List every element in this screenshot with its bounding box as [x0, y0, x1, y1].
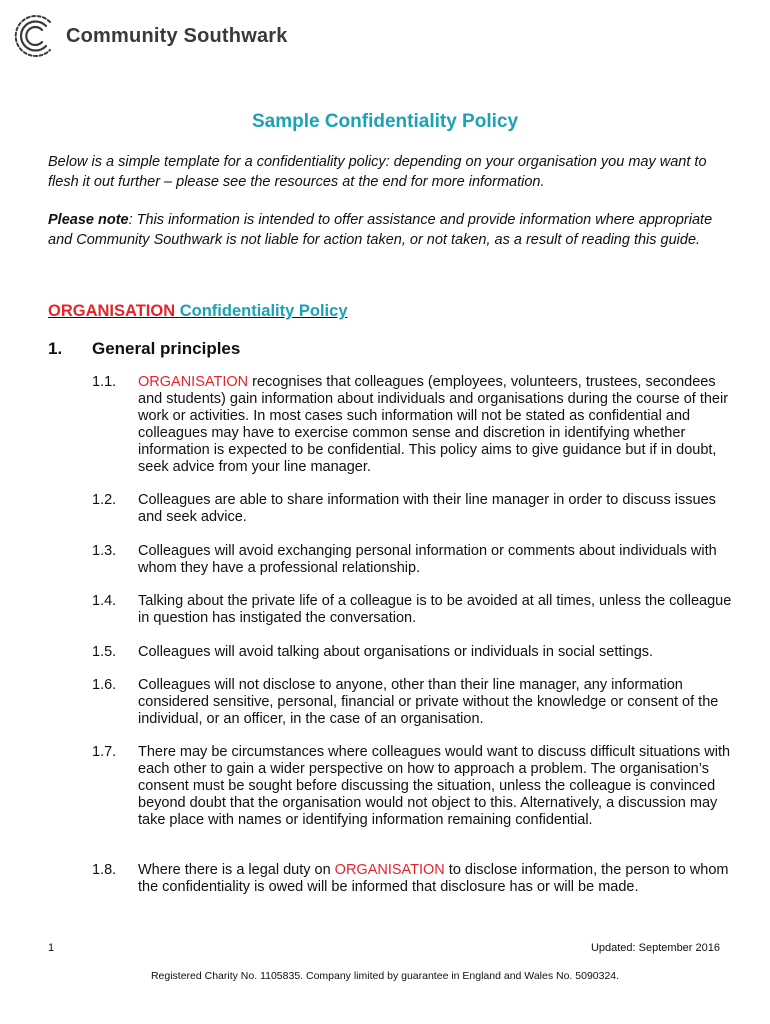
- item-text-pre: Where there is a legal duty on: [138, 862, 335, 878]
- item-number: 1.2.: [92, 492, 117, 508]
- item-text: Colleagues are able to share information with their line manager in order to discuss issues and seek advice.: [138, 492, 716, 525]
- item-text: recognises that colleagues (employees, volunteers, trustees, secondees and students) gain information about individuals and organisations during the course of their work or activities. In most cases such information will not be stated as confidential and colleagues may have to exercise common sense and discretion in identifying whether information is expected to be confidential. This policy aims to give guidance but if in doubt, seek advice from your line manager.: [138, 374, 729, 475]
- note-text: : This information is intended to offer assistance and provide information where appropriate and Community Southwark is not liable for action taken, or not taken, as a result of reading this guide.: [48, 212, 713, 248]
- community-southwark-logo: [14, 14, 288, 58]
- logo-rings-icon: [14, 14, 58, 58]
- item-number: 1.1.: [92, 374, 117, 390]
- section-title: General principles: [92, 339, 241, 358]
- charity-info: Registered Charity No. 1105835. Company limited by guarantee in England and Wales No. 5090324.: [150, 970, 620, 982]
- disclaimer-paragraph: [48, 210, 728, 250]
- section-heading: [48, 339, 240, 359]
- section-number: 1.: [48, 339, 63, 358]
- item-text: Colleagues will avoid talking about organisations or individuals in social settings.: [138, 644, 654, 660]
- item-number: 1.7.: [92, 744, 117, 760]
- item-text: Colleagues will avoid exchanging personal information or comments about individuals with whom they have a professional relationship.: [138, 543, 717, 576]
- logo-text: Community Southwark: [66, 24, 288, 47]
- page-number: 1: [48, 942, 55, 954]
- item-text: to disclose information, the person to whom the confidentiality is owed will be informed that disclosure has or will be made.: [138, 862, 729, 895]
- item-number: 1.4.: [92, 593, 117, 609]
- item-text: Colleagues will not disclose to anyone, other than their line manager, any information considered sensitive, personal, financial or private without the knowledge or consent of the individual, or an officer, in the case of an organisation.: [138, 677, 719, 727]
- policy-heading-title: Confidentiality Policy: [179, 302, 348, 320]
- list-item: [92, 593, 732, 627]
- list-item: [92, 862, 732, 896]
- item-org: ORGANISATION: [138, 374, 249, 390]
- list-item: [92, 492, 732, 526]
- item-text: There may be circumstances where colleagues would want to discuss difficult situations with each other to gain a wider perspective on how to approach a problem. The organisation’s consent must be sought before discussing the situation, unless the colleague is convinced beyond doubt that the organisation would not object to this. Alternatively, a discussion may take place with names or identifying information remaining confidential.: [138, 744, 731, 828]
- list-item: [92, 543, 732, 577]
- item-number: 1.5.: [92, 644, 117, 660]
- list-item: [92, 744, 732, 829]
- list-item: [92, 644, 732, 661]
- item-text: Talking about the private life of a colleague is to be avoided at all times, unless the colleague in question has instigated the conversation.: [138, 593, 732, 626]
- updated-date: Updated: September 2016: [590, 942, 720, 954]
- intro-text: Below is a simple template for a confidentiality policy: depending on your organisation you may want to flesh it out further – please see the resources at the end for more information.: [48, 154, 707, 190]
- list-item: [92, 374, 732, 476]
- item-number: 1.3.: [92, 543, 117, 559]
- note-label: Please note: [48, 212, 129, 228]
- intro-paragraph: [48, 152, 728, 192]
- list-item: [92, 677, 732, 728]
- item-org: ORGANISATION: [334, 862, 445, 878]
- item-number: 1.6.: [92, 677, 117, 693]
- item-number: 1.8.: [92, 862, 117, 878]
- policy-heading: [48, 302, 348, 321]
- page-title: Sample Confidentiality Policy: [251, 111, 519, 132]
- policy-heading-org: ORGANISATION: [48, 302, 176, 320]
